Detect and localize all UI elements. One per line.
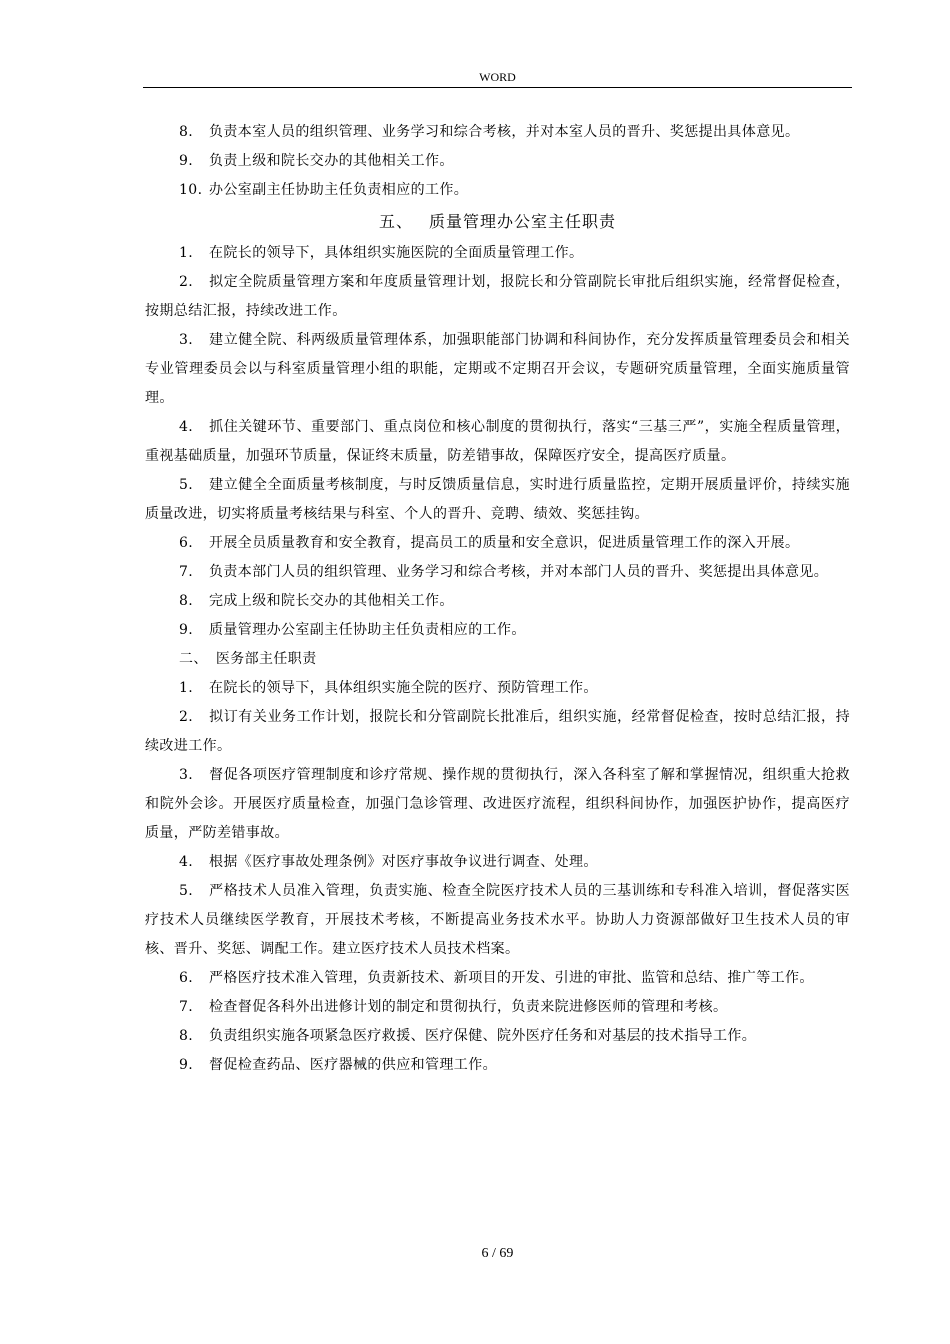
- list-item: [145, 239, 850, 268]
- item-number: 4.: [179, 419, 194, 435]
- list-item: [145, 848, 850, 877]
- item-number: 8.: [179, 1028, 194, 1044]
- item-text: 完成上级和院长交办的其他相关工作。: [209, 593, 454, 609]
- item-number: 2.: [179, 274, 194, 290]
- item-number: 6.: [179, 970, 194, 986]
- item-number: 5.: [179, 883, 194, 899]
- item-text: 严格技术人员准入管理，负责实施、检查全院医疗技术人员的三基训练和专科准入培训，督促落实医疗技术人员继续医学教育，开展技术考核，不断提高业务技术水平。协助人力资源部做好卫生技术人员的审核、晋升、奖惩、调配工作。建立医疗技术人员技术档案。: [145, 883, 850, 957]
- item-number: 3.: [179, 332, 194, 348]
- subsection-number: 二、: [179, 651, 208, 667]
- item-text: 检查督促各科外出进修计划的制定和贯彻执行，负责来院进修医师的管理和考核。: [209, 999, 728, 1015]
- section-number: 五、: [378, 212, 413, 231]
- item-number: 9.: [179, 1057, 194, 1073]
- list-item: [145, 616, 850, 645]
- section-title: [145, 205, 850, 239]
- item-number: 10.: [179, 182, 203, 198]
- item-text: 拟订有关业务工作计划，报院长和分管副院长批准后，组织实施，经常督促检查，按时总结汇报，持续改进工作。: [145, 709, 850, 754]
- list-item: [145, 964, 850, 993]
- list-item: [145, 761, 850, 848]
- page-number: 6 / 69: [481, 1246, 514, 1261]
- list-item: [145, 471, 850, 529]
- item-text: 开展全员质量教育和安全教育，提高员工的质量和安全意识，促进质量管理工作的深入开展。: [209, 535, 800, 551]
- item-number: 5.: [179, 477, 194, 493]
- item-text: 负责本部门人员的组织管理、业务学习和综合考核，并对本部门人员的晋升、奖惩提出具体意见。: [209, 564, 829, 580]
- item-text: 办公室副主任协助主任负责相应的工作。: [209, 182, 469, 198]
- list-item: [145, 703, 850, 761]
- subsection-heading: [145, 645, 850, 674]
- list-item: [145, 529, 850, 558]
- list-item: [145, 587, 850, 616]
- item-text: 负责上级和院长交办的其他相关工作。: [209, 153, 454, 169]
- item-number: 1.: [179, 680, 194, 696]
- list-item: [145, 674, 850, 703]
- item-text: 督促检查药品、医疗器械的供应和管理工作。: [209, 1057, 497, 1073]
- item-number: 8.: [179, 124, 194, 140]
- item-text: 督促各项医疗管理制度和诊疗常规、操作规的贯彻执行，深入各科室了解和掌握情况，组织重大抢救和院外会诊。开展医疗质量检查，加强门急诊管理、改进医疗流程，组织科间协作，加强医护协作，提高医疗质量，严防差错事故。: [145, 767, 850, 841]
- item-number: 9.: [179, 153, 194, 169]
- item-number: 7.: [179, 564, 194, 580]
- list-item: [145, 147, 850, 176]
- document-body: [145, 118, 850, 1080]
- item-text: 严格医疗技术准入管理，负责新技术、新项目的开发、引进的审批、监管和总结、推广等工作。: [209, 970, 814, 986]
- item-number: 2.: [179, 709, 194, 725]
- item-number: 3.: [179, 767, 194, 783]
- item-number: 7.: [179, 999, 194, 1015]
- item-number: 8.: [179, 593, 194, 609]
- item-number: 4.: [179, 854, 194, 870]
- list-item: [145, 877, 850, 964]
- item-text: 建立健全全面质量考核制度，与时反馈质量信息，实时进行质量监控，定期开展质量评价，持续实施质量改进，切实将质量考核结果与科室、个人的晋升、竞聘、绩效、奖惩挂钩。: [145, 477, 850, 522]
- section-title-text: 质量管理办公室主任职责: [429, 212, 617, 231]
- list-item: [145, 558, 850, 587]
- item-text: 负责本室人员的组织管理、业务学习和综合考核，并对本室人员的晋升、奖惩提出具体意见。: [209, 124, 800, 140]
- item-text: 在院长的领导下，具体组织实施医院的全面质量管理工作。: [209, 245, 584, 261]
- list-item: [145, 993, 850, 1022]
- item-text: 根据《医疗事故处理条例》对医疗事故争议进行调查、处理。: [209, 854, 598, 870]
- item-text: 拟定全院质量管理方案和年度质量管理计划，报院长和分管副院长审批后组织实施，经常督促检查，按期总结汇报，持续改进工作。: [145, 274, 850, 319]
- list-item: [145, 118, 850, 147]
- item-number: 1.: [179, 245, 194, 261]
- item-text: 建立健全院、科两级质量管理体系，加强职能部门协调和科间协作，充分发挥质量管理委员会和相关专业管理委员会以与科室质量管理小组的职能，定期或不定期召开会议，专题研究质量管理，全面实施质量管理。: [145, 332, 850, 406]
- item-text: 在院长的领导下，具体组织实施全院的医疗、预防管理工作。: [209, 680, 598, 696]
- item-text: 质量管理办公室副主任协助主任负责相应的工作。: [209, 622, 526, 638]
- item-text: 负责组织实施各项紧急医疗救援、医疗保健、院外医疗任务和对基层的技术指导工作。: [209, 1028, 757, 1044]
- item-text: 抓住关键环节、重要部门、重点岗位和核心制度的贯彻执行，落实“三基三严”，实施全程质量管理，重视基础质量，加强环节质量，保证终末质量，防差错事故，保障医疗安全，提高医疗质量。: [145, 419, 850, 464]
- item-number: 6.: [179, 535, 194, 551]
- list-item: [145, 1022, 850, 1051]
- list-item: [145, 268, 850, 326]
- header-rule: [143, 87, 852, 88]
- item-number: 9.: [179, 622, 194, 638]
- list-item: [145, 413, 850, 471]
- subsection-title: 医务部主任职责: [215, 651, 317, 667]
- list-item: [145, 326, 850, 413]
- list-item: [145, 1051, 850, 1080]
- page-header: WORD: [479, 70, 516, 84]
- list-item: [145, 176, 850, 205]
